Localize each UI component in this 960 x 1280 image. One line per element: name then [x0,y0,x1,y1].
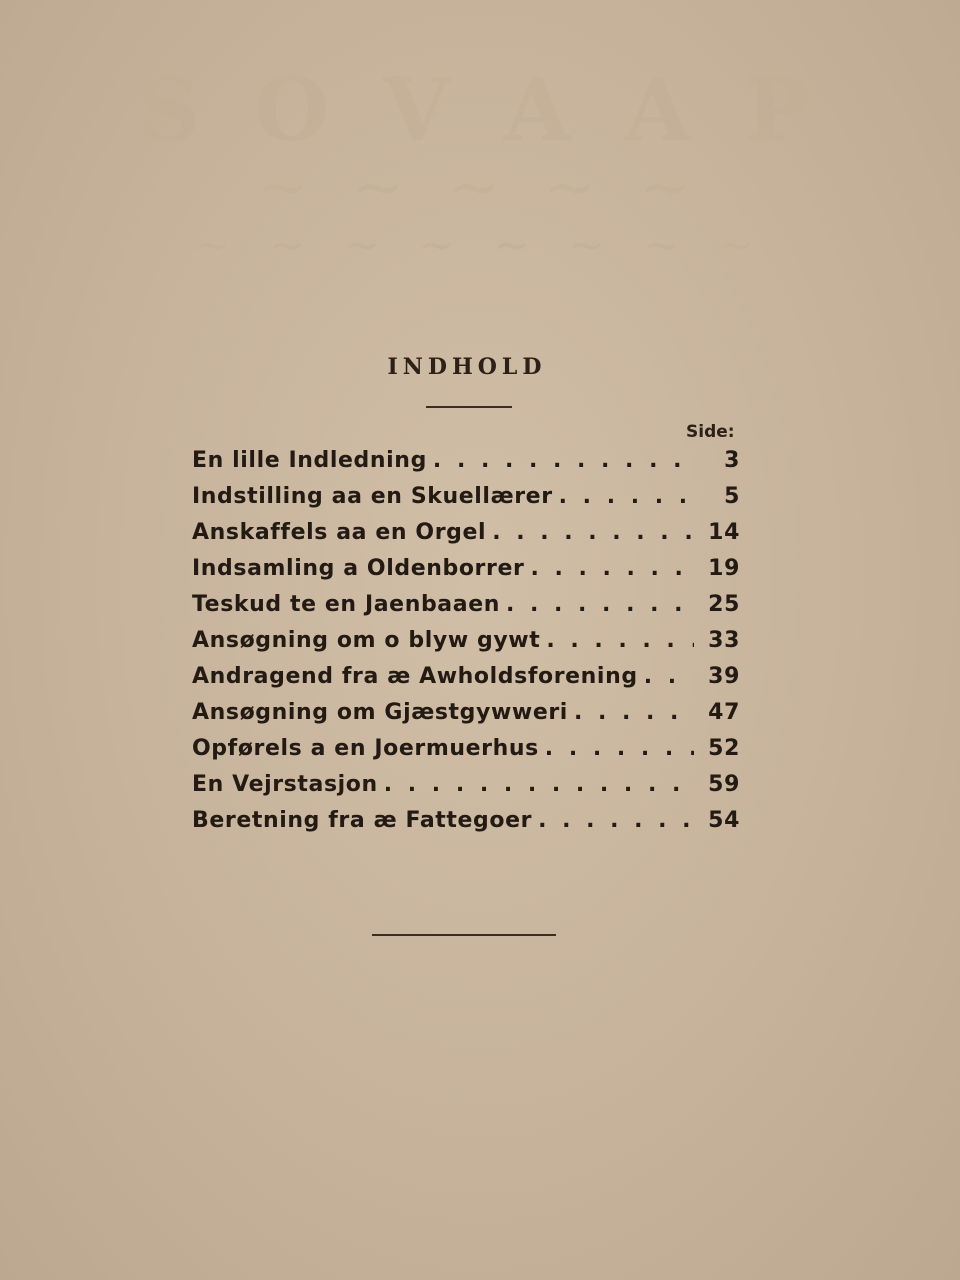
toc-heading: INDHOLD [387,354,547,380]
toc-entry [192,592,740,628]
toc-entry-page: 59 [708,772,740,797]
toc-entry-page: 39 [708,664,740,689]
toc-entry-page: 54 [708,808,740,833]
show-through-text: ~ ~ ~ ~ ~ [256,150,704,223]
toc-entry [192,736,740,772]
toc-entry-title: En lille Indledning [192,448,427,473]
show-through-text: S O V A A P [138,60,822,161]
toc-entry [192,664,740,700]
toc-entry-page: 47 [708,700,740,725]
toc-entry-title: Andragend fra æ Awholdsforening [192,664,638,689]
toc-entry [192,772,740,808]
dot-leader [574,700,694,725]
toc-entry-title: Indsamling a Oldenborrer [192,556,525,581]
toc-entry-page: 3 [724,448,740,473]
toc-entry-page: 14 [708,520,740,545]
toc-entry [192,448,740,484]
toc-entry-title: Opførels a en Joermuerhus [192,736,539,761]
toc-entry-title: En Vejrstasjon [192,772,378,797]
page-column-label: Side: [686,422,735,442]
dot-leader [492,520,694,545]
dot-leader [644,664,694,689]
toc-entry-title: Beretning fra æ Fattegoer [192,808,533,833]
toc-entry [192,520,740,556]
heading-divider [426,406,512,408]
dot-leader [546,628,694,653]
toc-entry-title: Anskaffels aa en Orgel [192,520,487,545]
toc-entry-title: Ansøgning om o blyw gywt [192,628,541,653]
toc-entry [192,700,740,736]
dot-leader [559,484,694,509]
toc-entry [192,484,740,520]
toc-entry-page: 25 [708,592,740,617]
toc-entry-title: Ansøgning om Gjæstgywweri [192,700,568,725]
toc-entry-title: Indstilling aa en Skuellærer [192,484,553,509]
dot-leader [538,808,694,833]
toc-entry-page: 5 [724,484,740,509]
toc-entry-title: Teskud te en Jaenbaaen [192,592,500,617]
dot-leader [530,556,694,581]
toc-entry [192,808,740,844]
toc-entry-page: 52 [708,736,740,761]
dot-leader [384,772,694,797]
toc-entry-page: 33 [708,628,740,653]
dot-leader [545,736,694,761]
toc-entry [192,556,740,592]
bottom-divider [372,934,556,936]
show-through-text: ~ ~ ~ ~ ~ ~ ~ ~ [193,220,767,271]
dot-leader [506,592,694,617]
toc-entry-page: 19 [708,556,740,581]
table-of-contents [192,448,740,844]
dot-leader [433,448,694,473]
toc-entry [192,628,740,664]
